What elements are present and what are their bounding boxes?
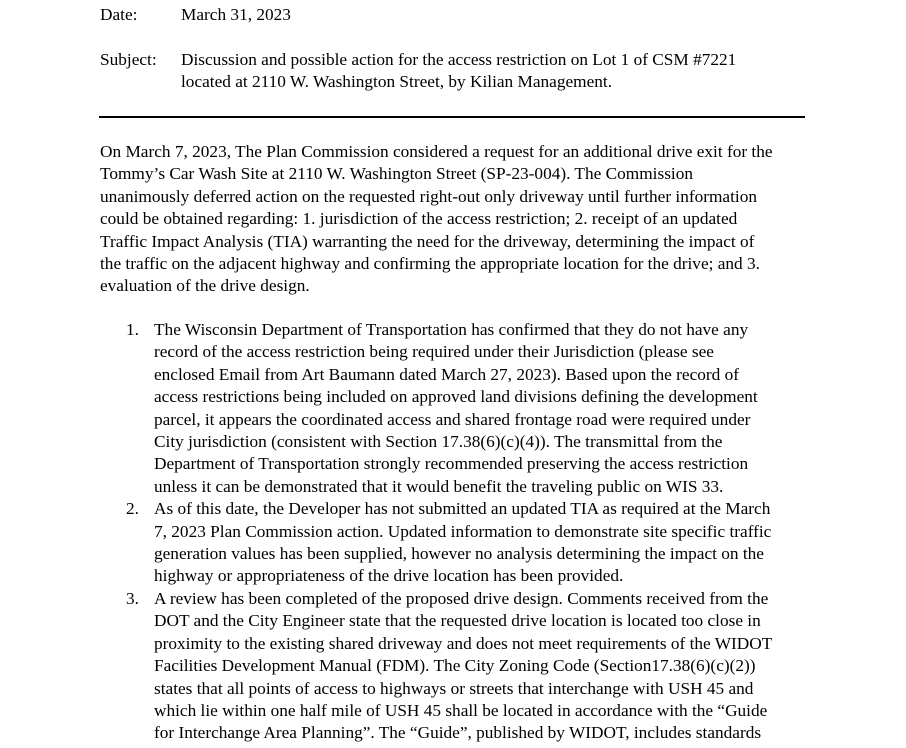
list-line: 7, 2023 Plan Commission action. Updated information to demonstrate site specific traffic <box>154 521 772 541</box>
list-number: 1. <box>126 320 139 339</box>
paragraph-line: evaluation of the drive design. <box>100 276 310 296</box>
subject-row <box>100 49 736 94</box>
subject-line: located at 2110 W. Washington Street, by Kilian Management. <box>181 72 613 92</box>
paragraph-line: unanimously deferred action on the requested right-out only driveway until further information <box>100 186 757 206</box>
paragraph-line: the traffic on the adjacent highway and confirming the appropriate location for the drive; and 3. <box>100 254 760 274</box>
subject-label: Subject: <box>100 50 157 69</box>
list-item-2 <box>126 498 772 588</box>
paragraph-line: Tommy’s Car Wash Site at 2110 W. Washington Street (SP-23-004). The Commission <box>100 164 694 184</box>
list-line: Facilities Development Manual (FDM). The City Zoning Code (Section17.38(6)(c)(2)) <box>154 656 756 676</box>
list-number: 2. <box>126 499 139 519</box>
paragraph-line: Traffic Impact Analysis (TIA) warranting the need for the driveway, determining the impact of <box>100 231 755 251</box>
horizontal-rule <box>99 116 805 118</box>
list-line: enclosed Email from Art Baumann dated March 27, 2023). Based upon the record of <box>154 364 739 384</box>
list-line: highway or appropriateness of the drive location has been provided. <box>154 566 624 586</box>
list-line: proximity to the existing shared driveway and does not meet requirements of the WIDOT <box>154 633 773 653</box>
paragraph-line: On March 7, 2023, The Plan Commission considered a request for an additional drive exit for the <box>100 142 773 161</box>
date-row <box>100 4 291 26</box>
list-item-text <box>154 588 772 745</box>
list-line: which lie within one half mile of USH 45 shall be located in accordance with the “Guide <box>154 700 768 720</box>
list-line: The Wisconsin Department of Transportation has confirmed that they do not have any <box>154 320 749 339</box>
list-line: City jurisdiction (consistent with Section 17.38(6)(c)(4)). The transmittal from the <box>154 432 723 452</box>
list-line: unless it can be demonstrated that it would benefit the traveling public on WIS 33. <box>154 476 724 496</box>
list-line: for Interchange Area Planning”. The “Guide”, published by WIDOT, includes standards <box>154 723 762 743</box>
list-item-1 <box>126 319 772 498</box>
list-line: As of this date, the Developer has not submitted an updated TIA as required at the March <box>154 499 771 519</box>
list-number: 3. <box>126 588 139 608</box>
list-line: states that all points of access to highways or streets that interchange with USH 45 and <box>154 678 754 698</box>
list-line: access restrictions being included on approved land divisions defining the development <box>154 387 758 407</box>
numbered-list <box>126 319 772 745</box>
list-line: record of the access restriction being required under their Jurisdiction (please see <box>154 342 714 362</box>
subject-value <box>181 49 736 94</box>
list-line: Department of Transportation strongly recommended preserving the access restriction <box>154 454 749 474</box>
date-label: Date: <box>100 5 138 24</box>
list-line: DOT and the City Engineer state that the requested drive location is located too close in <box>154 611 761 631</box>
list-line: generation values has been supplied, however no analysis determining the impact on the <box>154 544 764 564</box>
paragraph-line: could be obtained regarding: 1. jurisdiction of the access restriction; 2. receipt of an updated <box>100 209 738 229</box>
list-item-text <box>154 498 771 588</box>
subject-line: Discussion and possible action for the access restriction on Lot 1 of CSM #7221 <box>181 50 737 69</box>
list-line: A review has been completed of the proposed drive design. Comments received from the <box>154 588 769 608</box>
intro-paragraph <box>100 141 773 298</box>
list-item-text <box>154 319 758 498</box>
list-item-3 <box>126 588 772 745</box>
list-line: parcel, it appears the coordinated access and shared frontage road were required under <box>154 409 751 429</box>
date-value: March 31, 2023 <box>181 5 291 24</box>
